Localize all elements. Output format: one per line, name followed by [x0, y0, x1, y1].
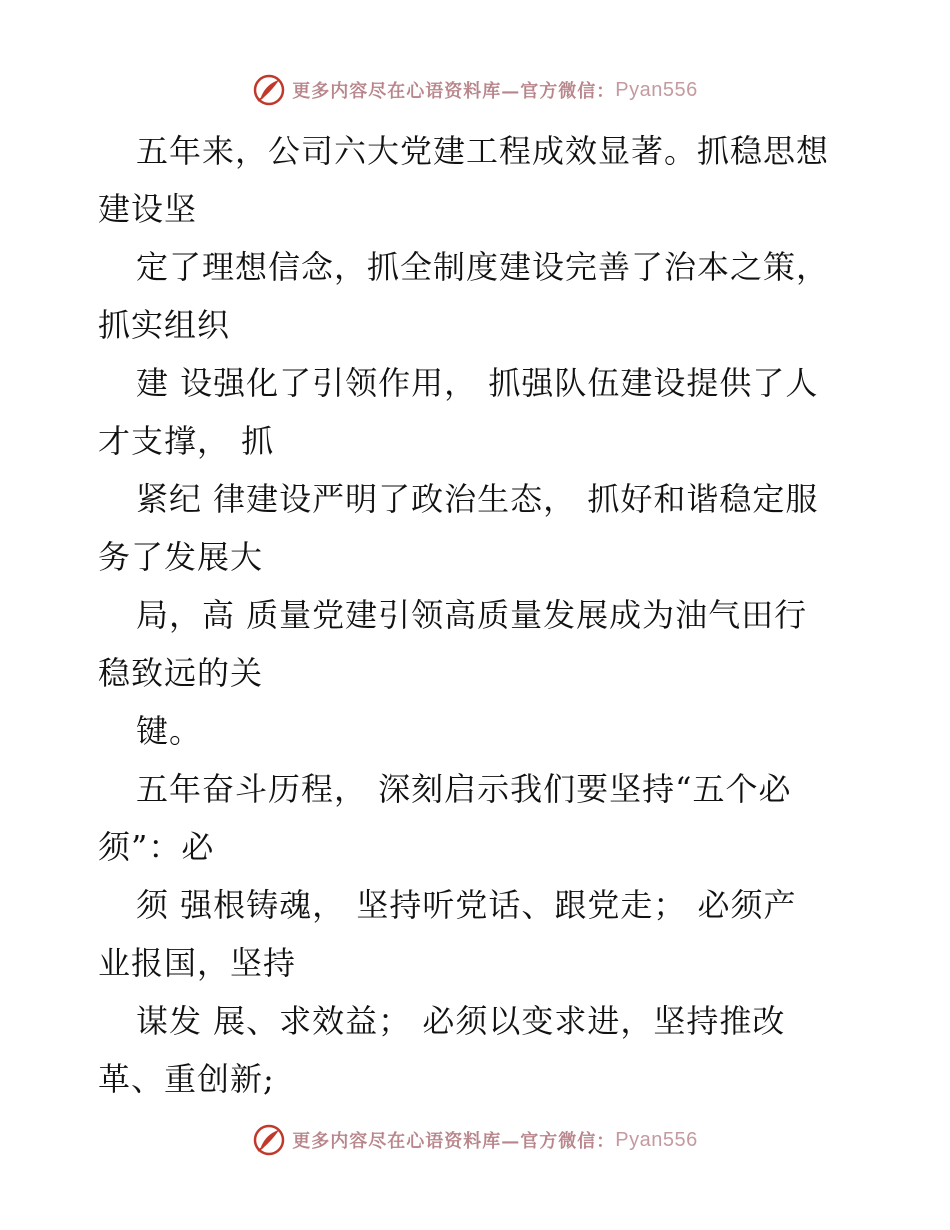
watermark-account: Pyan556 [615, 78, 698, 101]
body-line: 局，高 质量党建引领高质量发展成为油气田行 [136, 596, 808, 634]
body-line: 须 强根铸魂， 坚持听党话、跟党走； 必须产 [136, 886, 797, 924]
body-line: 键。 [136, 712, 203, 750]
body-line: 抓实组织 [98, 306, 231, 344]
body-line: 稳致远的关 [98, 654, 264, 692]
pen-logo-icon [252, 73, 286, 107]
body-line: 才支撑， 抓 [98, 422, 275, 460]
body-line: 务了发展大 [98, 538, 264, 576]
body-line: 紧纪 律建设严明了政治生态， 抓好和谐稳定服 [136, 480, 819, 518]
body-line: 定了理想信念，抓全制度建设完善了治本之策， [136, 248, 830, 286]
watermark-text: 更多内容尽在心语资料库—官方微信： [292, 1131, 616, 1152]
body-line: 五年奋斗历程， 深刻启示我们要坚持“五个必 [136, 770, 792, 808]
document-body [98, 122, 858, 1108]
watermark-text: 更多内容尽在心语资料库—官方微信： [292, 81, 616, 102]
body-line: 谋发 展、求效益； 必须以变求进，坚持推改 [136, 1002, 786, 1040]
body-line: 须”：必 [98, 828, 215, 866]
watermark-account: Pyan556 [615, 1128, 698, 1151]
body-line: 建 设强化了引领作用， 抓强队伍建设提供了人 [136, 364, 819, 402]
body-line: 革、重创新; [98, 1060, 275, 1098]
header-watermark [0, 70, 950, 110]
body-line: 建设坚 [98, 190, 198, 228]
body-line: 五年来，公司六大党建工程成效显著。抓稳思想 [136, 132, 830, 170]
pen-logo-icon [252, 1123, 286, 1157]
body-line: 业报国，坚持 [98, 944, 297, 982]
footer-watermark [0, 1120, 950, 1160]
